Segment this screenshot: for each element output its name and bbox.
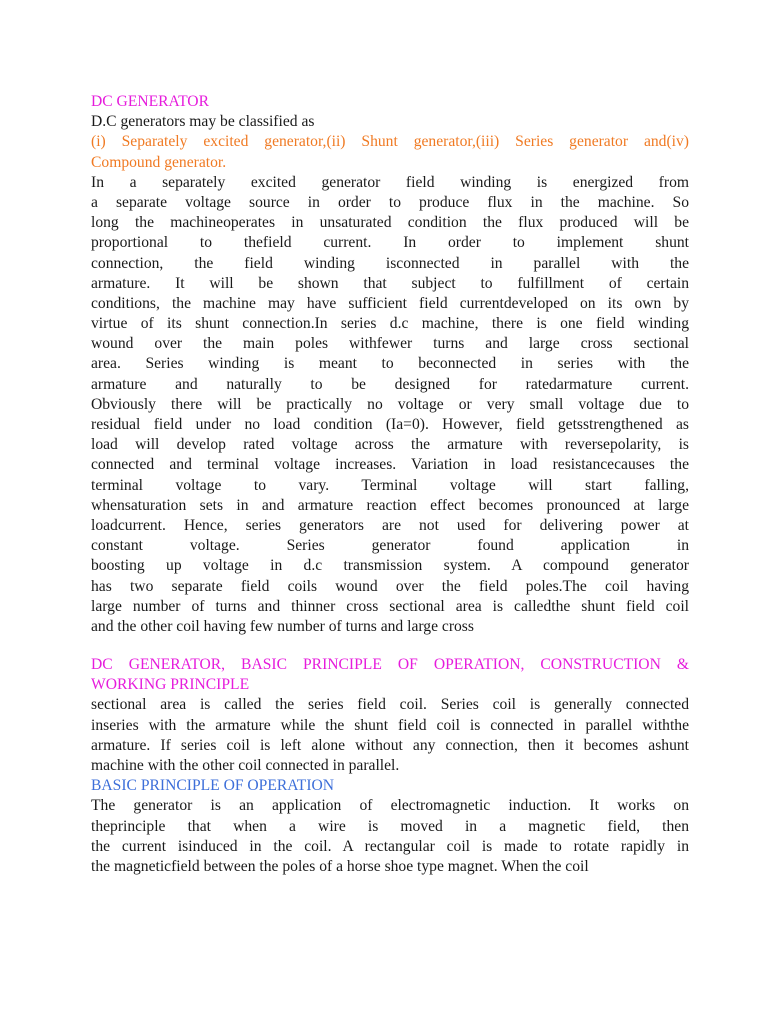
section-spacer [91, 637, 689, 655]
classification-line-1: (i) Separately excited generator,(ii) Shunt generator,(iii) Series generator and(iv) [91, 133, 689, 151]
body-line: large number of turns and thinner cross sectional area is calledthe shunt field coil [91, 597, 689, 615]
body-line: machine with the other coil connected in parallel. [91, 757, 400, 774]
body-line: inseries with the armature while the shunt field coil is connected in parallel withthe [91, 716, 689, 734]
body-line: wound over the main poles withfewer turns and large cross sectional [91, 335, 689, 353]
body-line: sectional area is called the series field coil. Series coil is generally connected [91, 696, 689, 714]
section1-body [91, 173, 689, 637]
body-line: The generator is an application of electromagnetic induction. It works on [91, 797, 689, 815]
body-line: connection, the field winding isconnected in parallel with the [91, 254, 689, 272]
body-line: area. Series winding is meant to beconnected in series with the [91, 355, 689, 373]
body-line: connected and terminal voltage increases. Variation in load resistancecauses the [91, 456, 689, 474]
body-line: and the other coil having few number of turns and large cross [91, 617, 474, 635]
body-line: load will develop rated voltage across the armature with reversepolarity, is [91, 436, 689, 454]
body-line: armature. It will be shown that subject to fulfillment of certain [91, 274, 689, 292]
body-line: proportional to thefield current. In order to implement shunt [91, 234, 689, 252]
classification-line-2: Compound generator. [91, 153, 227, 171]
body-line: constant voltage. Series generator found application in [91, 537, 689, 555]
section-title-basic-principle-line-1: DC GENERATOR, BASIC PRINCIPLE OF OPERATION, CONSTRUCTION & [91, 656, 689, 674]
body-line: virtue of its shunt connection.In series d.c machine, there is one field winding [91, 315, 689, 333]
body-line: whensaturation sets in and armature reaction effect becomes pronounced at large [91, 496, 689, 514]
body-line: has two separate field coils wound over the field poles.The coil having [91, 577, 689, 595]
body-line: long the machineoperates in unsaturated condition the flux produced will be [91, 214, 689, 232]
body-line: Obviously there will be practically no voltage or very small voltage due to [91, 395, 689, 413]
body-line: residual field under no load condition (Ia=0). However, field getsstrengthened as [91, 416, 689, 433]
body-line: theprinciple that when a wire is moved in a magnetic field, then [91, 817, 689, 835]
section-title-dc-generator: DC GENERATOR [91, 93, 209, 110]
document-page [91, 92, 689, 877]
body-line: the current isinduced in the coil. A rectangular coil is made to rotate rapidly in [91, 837, 689, 855]
body-line: conditions, the machine may have sufficient field currentdeveloped on its own by [91, 294, 689, 312]
body-line: loadcurrent. Hence, series generators are not used for delivering power at [91, 516, 689, 534]
section-title-basic-principle-line-2: WORKING PRINCIPLE [91, 676, 250, 694]
section2-body [91, 695, 689, 776]
body-line: boosting up voltage in d.c transmission system. A compound generator [91, 557, 689, 575]
subsection-title-basic-principle: BASIC PRINCIPLE OF OPERATION [91, 777, 335, 795]
body-line: In a separately excited generator field winding is energized from [91, 173, 689, 191]
body-line: a separate voltage source in order to produce flux in the machine. So [91, 193, 689, 211]
body-line: the magneticfield between the poles of a horse shoe type magnet. When the coil [91, 857, 589, 875]
body-line: armature and naturally to be designed for ratedarmature current. [91, 375, 689, 393]
intro-text: D.C generators may be classified as [91, 113, 315, 131]
body-line: armature. If series coil is left alone without any connection, then it becomes ashunt [91, 736, 689, 754]
body-line: terminal voltage to vary. Terminal voltage will start falling, [91, 476, 689, 494]
section3-body [91, 796, 689, 877]
